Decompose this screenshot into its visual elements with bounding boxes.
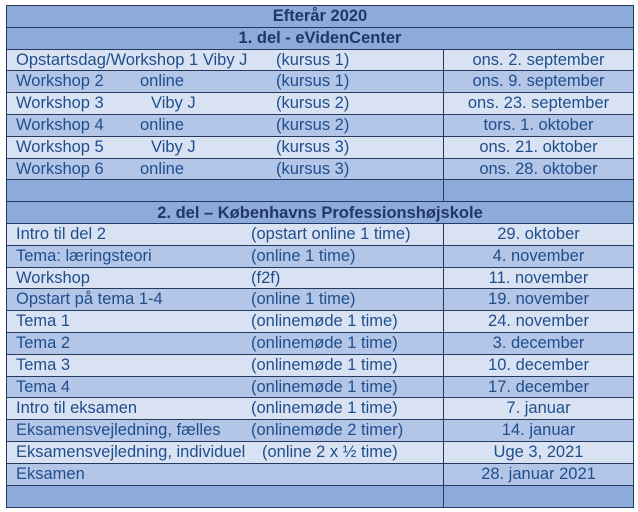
workshop-name: Workshop 6 [16,159,104,178]
session-date: 4. november [492,246,585,265]
workshop-date: ons. 9. september [472,72,605,91]
session-topic: Tema 4 [16,377,71,396]
session-date: 17. december [488,377,589,396]
session-topic: Tema 3 [16,355,71,374]
workshop-location: Viby J [151,94,196,113]
session-topic: Eksamensvejledning, individuel [16,442,246,461]
semester-heading-row [7,6,633,28]
session-topic: Intro til eksamen [16,399,138,418]
part1-title: 1. del - eVidenCenter [238,29,402,48]
session-date: 29. oktober [497,224,580,243]
workshop-date: ons. 2. september [472,50,605,69]
session-mode: (online 1 time) [251,246,356,265]
semester-title: Efterår 2020 [272,7,368,26]
workshop-course: (kursus 1) [276,72,350,91]
workshop-date: tors. 1. oktober [483,115,594,134]
workshop-location: online [140,115,185,134]
session-mode: (online 1 time) [251,290,356,309]
workshop-name: Workshop 4 [16,115,104,134]
spacer-row [7,486,633,508]
table-row [7,311,633,333]
session-topic: Eksamen [16,464,85,483]
session-topic: Tema 1 [16,312,71,331]
workshop-course: (kursus 3) [276,137,350,156]
table-row [7,93,633,115]
session-mode: (onlinemøde 1 time) [251,333,398,352]
table-row [7,224,633,246]
workshop-location: online [140,72,185,91]
session-mode: (onlinemøde 1 time) [251,399,398,418]
session-mode: (online 2 x ½ time) [262,442,398,461]
session-date: 10. december [488,355,589,374]
session-topic: Workshop [16,268,90,287]
session-date: 14. januar [501,421,576,440]
workshop-course: (kursus 1) [276,50,350,69]
session-mode: (onlinemøde 1 time) [251,377,398,396]
session-date: 24. november [488,312,589,331]
spacer-row [7,180,633,202]
part1-heading-row [7,28,633,50]
table-row [7,115,633,137]
session-mode: (onlinemøde 1 time) [251,355,398,374]
workshop-location: online [140,159,185,178]
part2-heading-row [7,202,633,224]
workshop-name: Opstartsdag/Workshop 1 Viby J [16,50,248,69]
session-topic: Eksamensvejledning, fælles [16,421,221,440]
table-row [7,377,633,399]
table-row [7,159,633,181]
session-topic: Tema: læringsteori [16,246,152,265]
table-row [7,289,633,311]
session-date: 19. november [488,290,589,309]
table-row [7,50,633,72]
schedule-table [6,5,634,508]
workshop-name: Workshop 3 [16,94,104,113]
session-topic: Opstart på tema 1-4 [16,290,163,309]
table-row [7,355,633,377]
table-row [7,464,633,486]
table-row [7,137,633,159]
workshop-date: ons. 28. oktober [479,159,598,178]
session-mode: (opstart online 1 time) [251,224,411,243]
table-row [7,246,633,268]
workshop-date: ons. 23. september [467,94,610,113]
workshop-course: (kursus 2) [276,94,350,113]
session-mode: (f2f) [251,268,281,287]
session-topic: Tema 2 [16,333,71,352]
session-date: 3. december [492,333,585,352]
workshop-name: Workshop 5 [16,137,104,156]
workshop-course: (kursus 3) [276,159,350,178]
session-date: 28. januar 2021 [481,464,596,483]
session-mode: (onlinemøde 2 timer) [251,421,404,440]
workshop-name: Workshop 2 [16,72,104,91]
workshop-date: ons. 21. oktober [479,137,598,156]
session-topic: Intro til del 2 [16,224,106,243]
table-row [7,71,633,93]
session-date: 7. januar [506,399,571,418]
session-date: 11. november [488,268,589,287]
table-row [7,333,633,355]
session-date: Uge 3, 2021 [493,442,584,461]
workshop-location: Viby J [151,137,196,156]
part2-title: 2. del – Københavns Professionshøjskole [157,203,483,222]
table-row [7,420,633,442]
table-row [7,398,633,420]
workshop-course: (kursus 2) [276,115,350,134]
table-row [7,442,633,464]
table-row [7,268,633,290]
session-mode: (onlinemøde 1 time) [251,312,398,331]
